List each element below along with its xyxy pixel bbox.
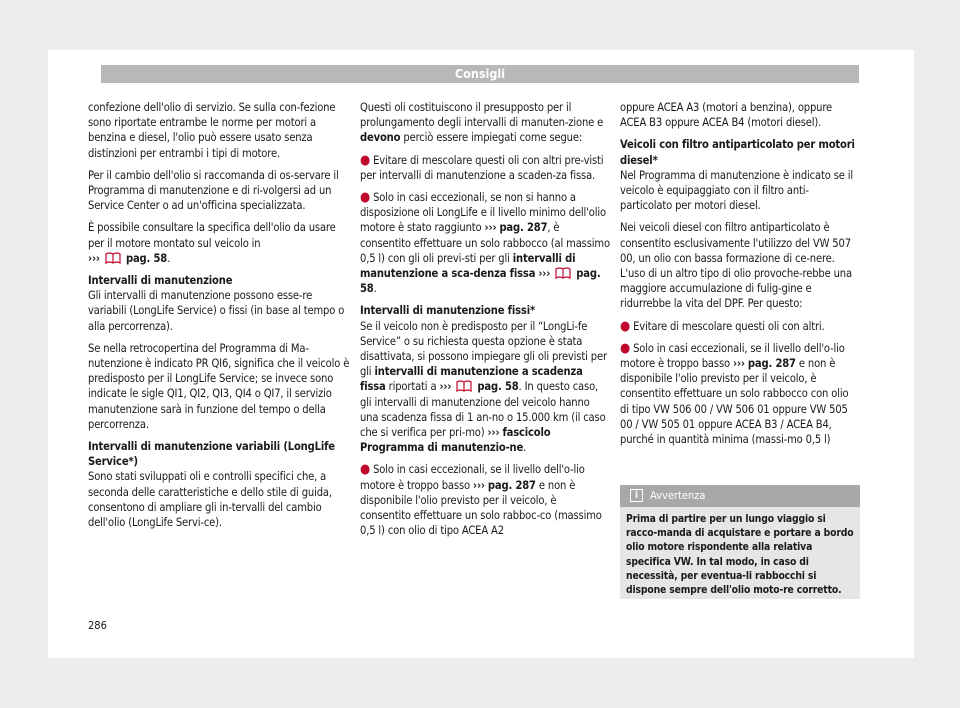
subheading: Intervalli di manutenzione [88, 274, 233, 288]
bullet-item: ● Solo in casi eccezionali, se il livello dell'o-lio motore è troppo basso ››› pag. 287 e non è disponibile l'olio previsto per il veicolo, è consentito effettuare un solo rabbocco con olio di tipo VW 506 00 / VW 506 01 oppure VW 505 00 / VW 505 01 oppure ACEA B3 / ACEA B4, purché in quantità minima (massi-mo 0,5 l) [620, 340, 849, 447]
bullet-item: ● Solo in casi eccezionali, se non si hanno a disposizione oli LongLife e il livello minimo dell'olio motore è stato raggiunto ››› pag. 287, è consentito effettuare un solo rabbocco (al massimo 0,5 l) con gli oli previ-sti per gli intervalli di manutenzione a sca-denza fissa ››› pag. 58. [360, 190, 610, 296]
section-header: Consigli [101, 65, 859, 83]
paragraph: oppure ACEA A3 (motori a benzina), oppure ACEA B3 oppure ACEA B4 (motori diesel). [620, 101, 833, 130]
page-number: 286 [88, 619, 107, 632]
paragraph: È possibile consultare la specifica dell'olio da usare per il motore montato sul veicolo in ››› pag. 58. [88, 221, 336, 265]
reference-arrow: ››› [88, 251, 100, 265]
page-reference-link[interactable]: pag. 287 [747, 357, 796, 371]
reference-arrow: ››› [487, 426, 500, 440]
page-reference-link[interactable]: pag. 287 [487, 478, 536, 492]
reference-arrow: ››› [473, 478, 485, 492]
paragraph: Questi oli costituiscono il presupposto per il prolungamento degli intervalli di manuten-zione e devono perciò essere impiegati come segue: [360, 101, 604, 145]
bullet-item: ● Evitare di mescolare questi oli con altri pre-visti per intervalli di manutenzione a scaden-za fissa. [360, 152, 604, 182]
reference-arrow: ››› [439, 380, 452, 394]
subheading: Intervalli di manutenzione variabili (LongLife Service*) [88, 440, 335, 469]
column-3 [620, 100, 860, 454]
reference-arrow: ››› [538, 267, 551, 281]
subheading: Veicoli con filtro antiparticolato per motori diesel* [620, 138, 855, 167]
reference-arrow: ››› [733, 357, 745, 371]
bullet-icon: ● [620, 318, 631, 334]
paragraph: Per il cambio dell'olio si raccomanda di os-servare il Programma di manutenzione e di ri-volgersi ad un Service Center o ad un'officina specializzata. [88, 168, 339, 213]
book-icon [456, 379, 472, 392]
paragraph: Gli intervalli di manutenzione possono esse-re variabili (LongLife Service) o fissi (in base al tempo o alla percorrenza). [88, 289, 345, 333]
paragraph: Se il veicolo non è predisposto per il “LongLi-fe Service” o su richiesta questa opzione è stata disattivata, si possono impiegare gli oli previsti per gli intervalli di manutenzione a scadenza fissa riportati a ››› pag. 58. In questo caso, gli intervalli di manutenzione del veicolo hanno una scadenza fissa di 1 an-no o 15.000 km (il caso che si verifica per pri-mo) ››› fascicolo Programma di manutenzio-ne. [360, 319, 607, 455]
bullet-item: ● Solo in casi eccezionali, se il livello dell'o-lio motore è troppo basso ››› pag. 287 e non è disponibile l'olio previsto per il veicolo, è consentito effettuare un solo rabboc-co (massimo 0,5 l) con olio di tipo ACEA A2 [360, 462, 602, 538]
bullet-icon: ● [360, 462, 371, 478]
bullet-icon: ● [360, 152, 371, 168]
bullet-item: ● Evitare di mescolare questi oli con altri. [620, 318, 825, 334]
paragraph: Nei veicoli diesel con filtro antiparticolato è consentito esclusivamente l'utilizzo del VW 507 00, un olio con bassa formazione di ce-nere. L'uso di un altro tipo di olio provoche-rebbe una maggiore accumulazione di fulig-gine e ridurrebbe la vita del DPF. Per questo: [620, 221, 852, 311]
subheading: Intervalli di manutenzione fissi* [360, 304, 536, 318]
bullet-icon: ● [620, 340, 631, 356]
info-icon: i [630, 489, 643, 502]
paragraph: Nel Programma di manutenzione è indicato se il veicolo è equipaggiato con il filtro anti-particolato per motori diesel. [620, 168, 853, 213]
bullet-icon: ● [360, 190, 371, 206]
warning-text: Prima di partire per un lungo viaggio si racco-manda di acquistare e portare a bordo olio motore rispondente alla relativa specifica VW. In tal modo, in caso di necessità, per eventua-li rabbocchi si dispone sempre dell'olio moto-re corretto. [626, 513, 854, 597]
reference-arrow: ››› [484, 221, 497, 235]
page-reference-link[interactable]: pag. 58 [477, 380, 519, 394]
paragraph: Se nella retrocopertina del Programma di Ma-nutenzione è indicato PR QI6, significa che il veicolo è predisposto per il LongLife Service; se invece sono indicate le sigle QI1, QI2, QI3, QI4 o QI7, il servizio manutenzione sarà in funzione del tempo o della percorrenza. [88, 341, 350, 431]
page-reference-link[interactable]: pag. 58 [360, 267, 601, 296]
booklet-reference-link[interactable]: fascicolo Programma di manutenzio-ne [360, 426, 551, 455]
warning-title: Avvertenza [650, 489, 706, 502]
page-reference-link[interactable]: pag. 287 [499, 221, 548, 235]
book-icon [105, 251, 121, 264]
page-reference-link[interactable]: pag. 58 [125, 251, 168, 265]
paragraph: Sono stati sviluppati oli e controlli specifici che, a seconda delle caratteristiche e dello stile di guida, consentono di ampliare gli in-tervalli del cambio dell'olio (LongLife Servi-ce). [88, 470, 332, 530]
column-2 [360, 100, 610, 545]
book-icon [555, 266, 571, 279]
paragraph: confezione dell'olio di servizio. Se sulla con-fezione sono riportate entrambe le norme per motori a benzina e diesel, l'olio può essere usato senza distinzioni per entrambi i tipi di motore. [88, 101, 336, 160]
column-1 [88, 100, 350, 537]
